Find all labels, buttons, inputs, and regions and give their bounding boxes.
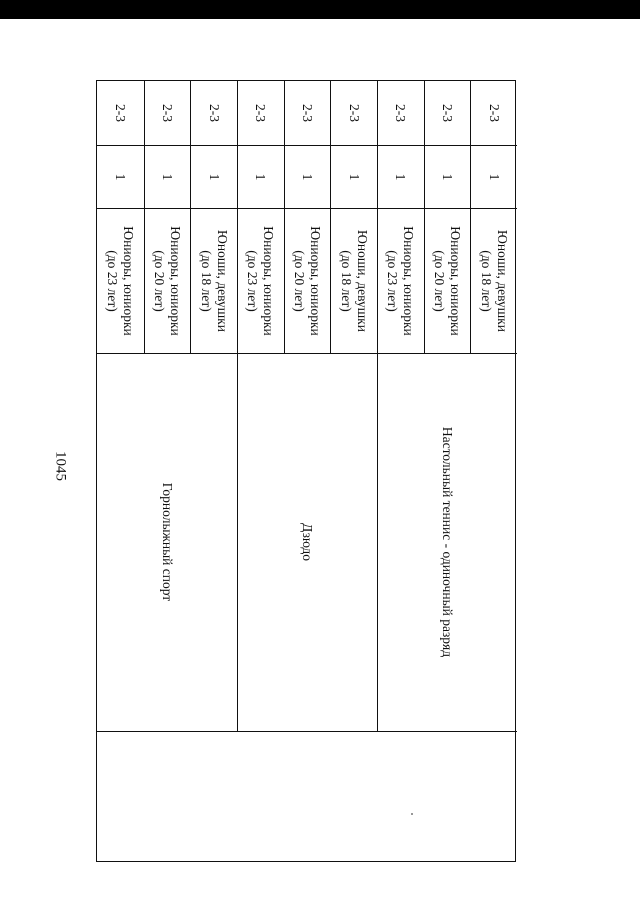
age-group-cell-text: Юниоры, юниорки (до 20 лет) — [432, 225, 463, 336]
row-divider — [190, 81, 191, 353]
row-divider-sport — [97, 353, 517, 354]
age-group-cell-text: Юноши, девушки (до 18 лет) — [198, 229, 230, 332]
value-a-cell-text: 1 — [253, 173, 269, 180]
row-divider — [470, 81, 471, 353]
row-divider-bottom — [97, 731, 517, 732]
row-divider — [284, 81, 285, 353]
age-group-cell-text: Юниоры, юниорки (до 23 лет) — [385, 225, 417, 336]
sport-name-text: Настольный теннис - одиночный разряд — [440, 426, 455, 658]
value-b-cell-text: 2-3 — [206, 104, 222, 122]
row-divider-age — [97, 208, 517, 209]
value-a-cell-text: 1 — [440, 173, 455, 180]
row-divider-values — [97, 145, 517, 146]
sport-divider — [237, 81, 238, 731]
row-divider — [330, 81, 331, 353]
value-b-cell-text: 2-3 — [346, 104, 362, 122]
sport-divider — [377, 81, 378, 731]
row-divider — [424, 81, 425, 353]
value-a-cell-text: 1 — [206, 173, 222, 180]
sport-name-text: Дзюдо — [300, 523, 315, 561]
age-group-cell-text: Юниоры, юниорки (до 23 лет) — [245, 225, 277, 336]
value-b-cell-text: 2-3 — [113, 104, 129, 122]
value-b-cell-text: 2-3 — [160, 104, 175, 122]
scan-top-border — [0, 0, 640, 19]
value-a-cell-text: 1 — [160, 173, 175, 180]
value-b-cell-text: 2-3 — [486, 104, 502, 122]
value-b-cell-text: 2-3 — [440, 104, 455, 122]
scan-speck — [411, 813, 413, 815]
sports-table — [96, 80, 516, 862]
value-a-cell-text: 1 — [486, 173, 502, 180]
value-b-cell-text: 2-3 — [300, 104, 315, 122]
value-a-cell-text: 1 — [393, 173, 409, 180]
value-a-cell-text: 1 — [346, 173, 362, 180]
row-divider — [144, 81, 145, 353]
value-b-cell-text: 2-3 — [253, 104, 269, 122]
age-group-cell-text: Юноши, девушки (до 18 лет) — [478, 229, 510, 332]
age-group-cell-text: Юниоры, юниорки (до 23 лет) — [105, 225, 137, 336]
age-group-cell-text: Юниоры, юниорки (до 20 лет) — [152, 225, 183, 336]
age-group-cell-text: Юниоры, юниорки (до 20 лет) — [292, 225, 323, 336]
page-number-text: 1045 — [52, 451, 69, 481]
value-a-cell-text: 1 — [300, 173, 315, 180]
value-a-cell-text: 1 — [113, 173, 129, 180]
sport-name-text: Горнолыжный спорт — [160, 482, 175, 602]
value-b-cell-text: 2-3 — [393, 104, 409, 122]
age-group-cell-text: Юноши, девушки (до 18 лет) — [338, 229, 370, 332]
